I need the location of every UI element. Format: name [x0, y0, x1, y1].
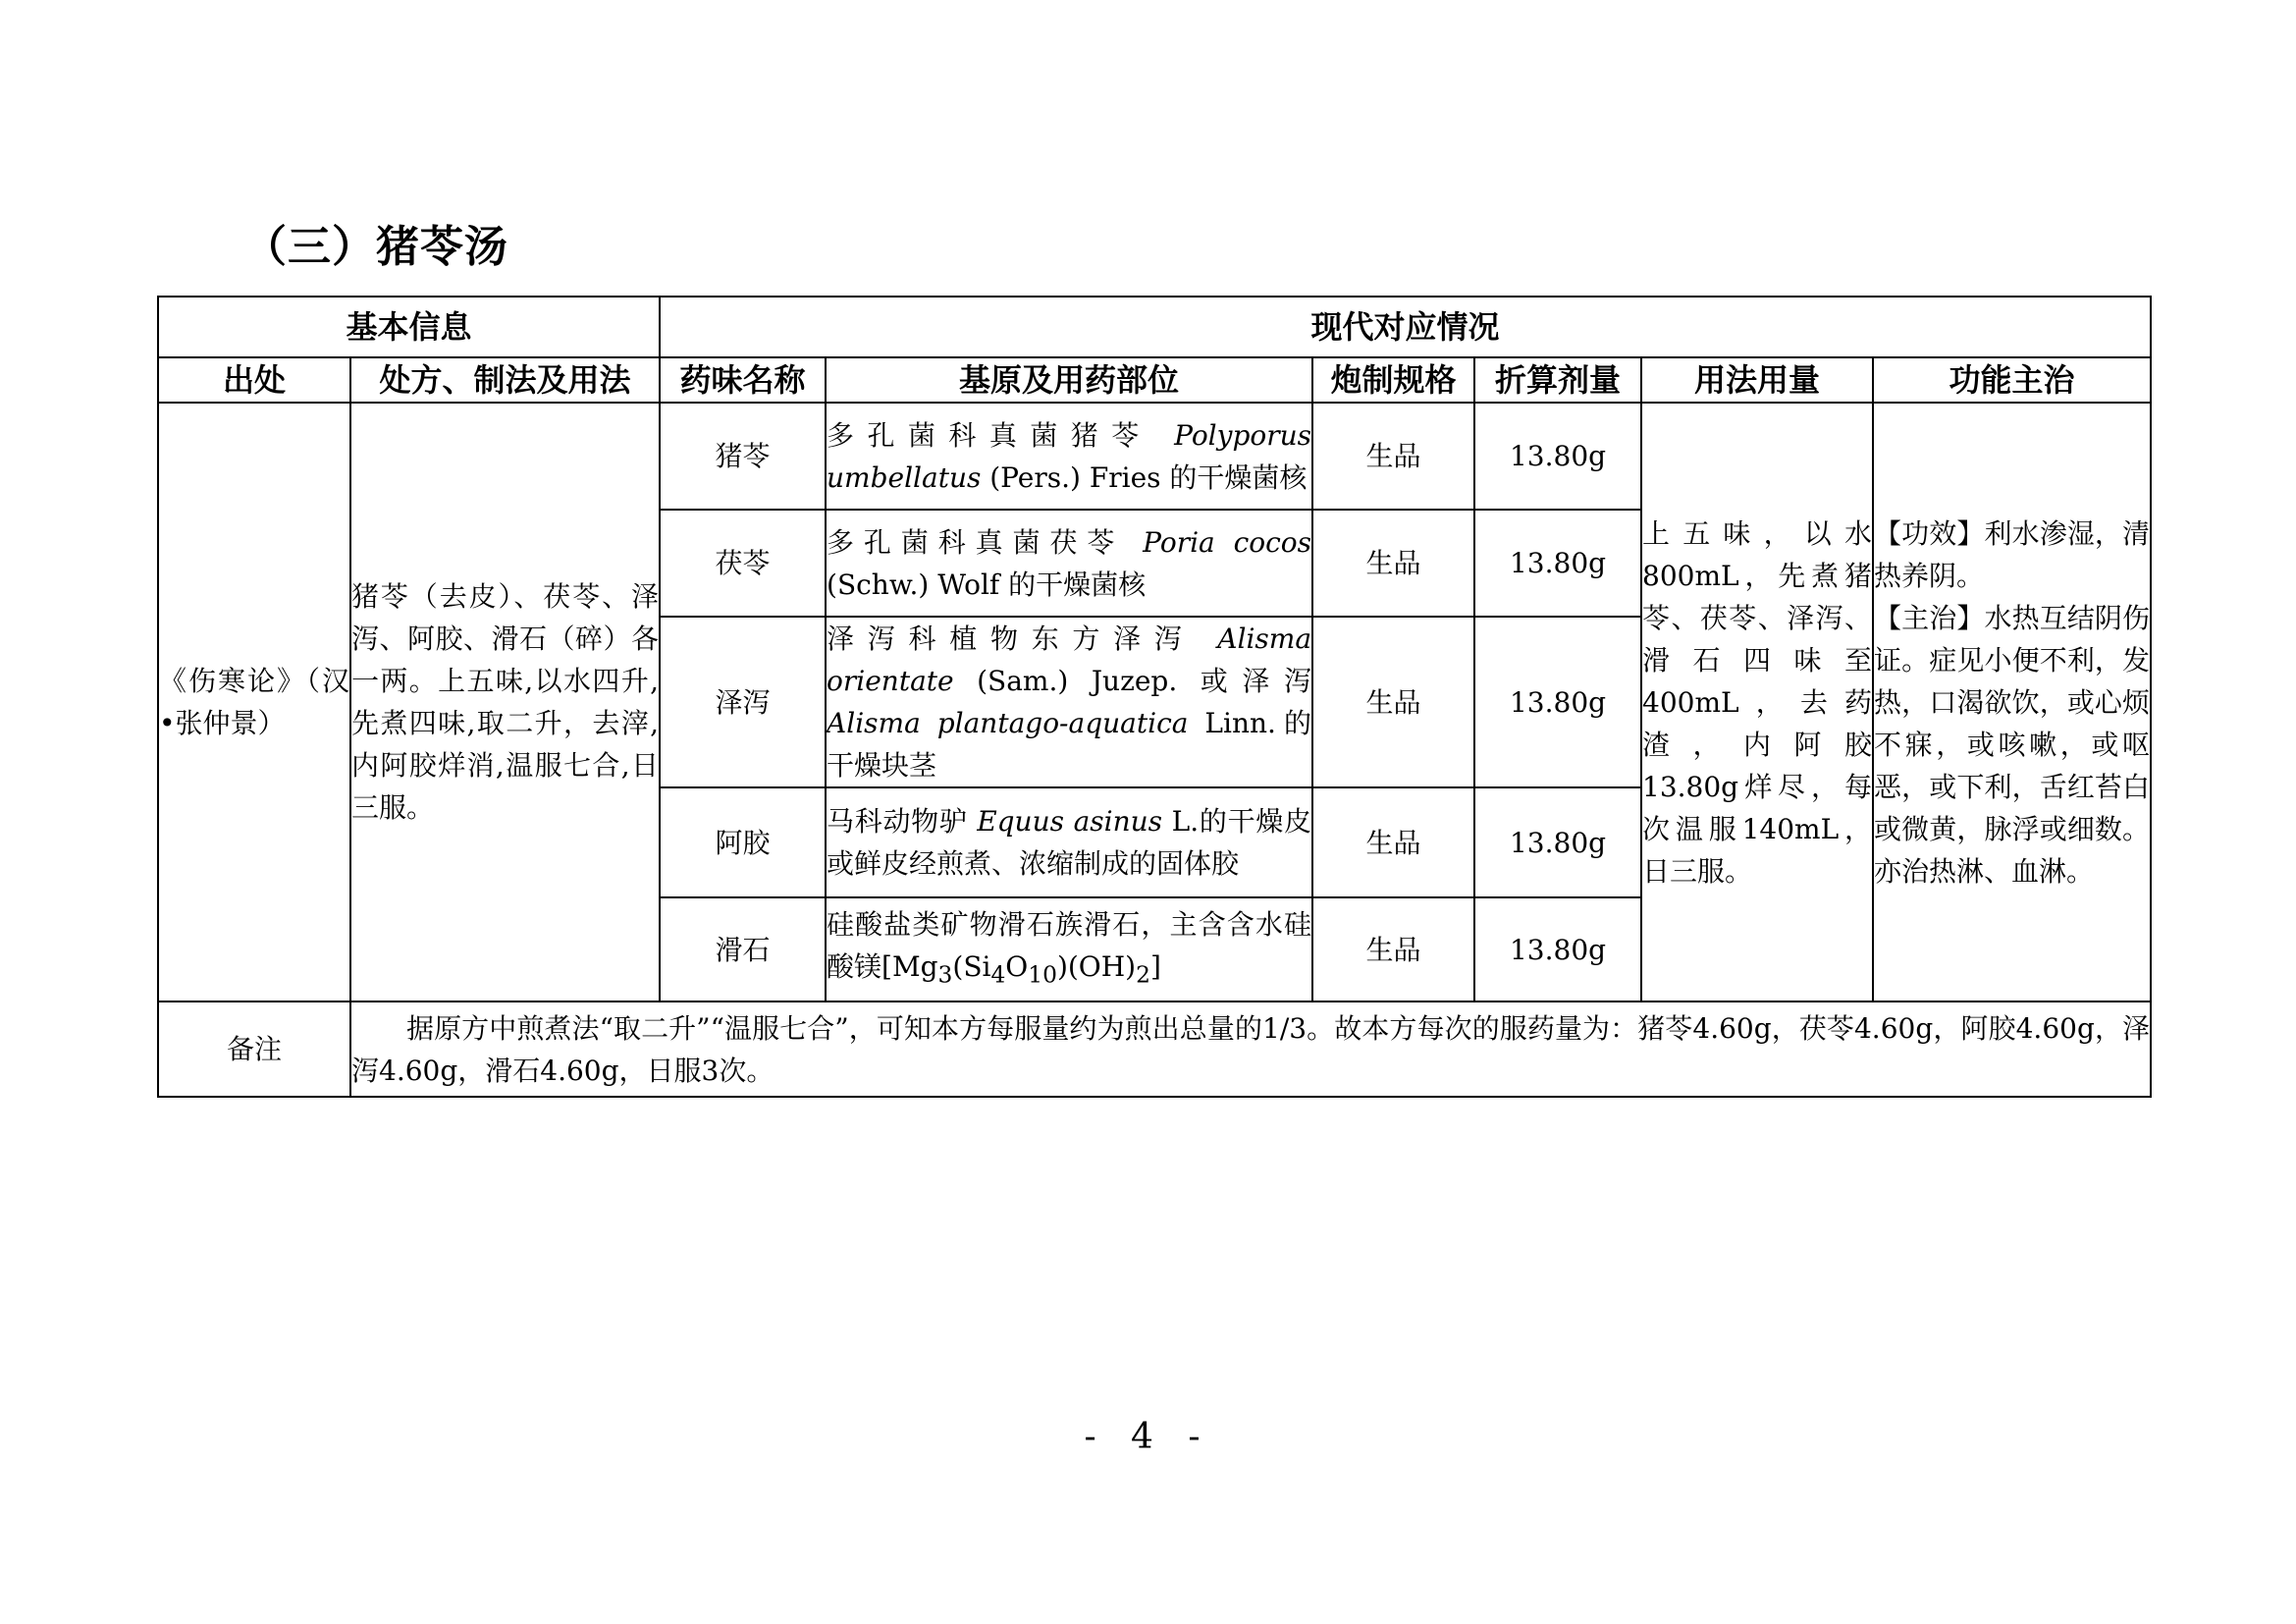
efficacy-text: 【功效】利水渗湿，清热养阴。 [1874, 516, 2151, 592]
origin-text: ] [1149, 949, 1161, 983]
origin-text: 马科动物驴 [827, 805, 978, 838]
herb-name: 泽泻 [660, 617, 826, 787]
column-header-dose: 折算剂量 [1474, 357, 1641, 403]
origin-text: (Si [952, 949, 991, 983]
formula-table [157, 296, 2152, 1098]
indication-text: 【主治】水热互结阴伤证。症见小便不利，发热，口渴欲饮，或心烦不寐，或咳嗽，或呕恶，或下利，舌红苔白或微黄，脉浮或细数。亦治热淋、血淋。 [1874, 601, 2151, 888]
herb-dose: 13.80g [1474, 403, 1641, 510]
latin-name: Polyporus umbellatus [827, 418, 1312, 494]
group-header-row [158, 297, 2151, 357]
herb-origin [826, 787, 1312, 897]
origin-text: (Schw.) Wolf 的干燥菌核 [827, 568, 1147, 601]
column-header-herb-name: 药味名称 [660, 357, 826, 403]
remark-text: 据原方中煎煮法“取二升”“温服七合”，可知本方每服量约为煎出总量的1/3。故本方每次的服药量为：猪苓4.60g，茯苓4.60g，阿胶4.60g，泽泻4.60g，滑石4.60g，日服3次。 [350, 1001, 2151, 1097]
herb-origin [826, 897, 1312, 1001]
herb-dose: 13.80g [1474, 510, 1641, 617]
herb-name: 茯苓 [660, 510, 826, 617]
herb-processing: 生品 [1312, 403, 1474, 510]
herb-name: 猪苓 [660, 403, 826, 510]
herb-name: 阿胶 [660, 787, 826, 897]
origin-text: L.的干燥皮或鲜皮经煎煮、浓缩制成的固体胶 [827, 805, 1312, 880]
modern-info-header: 现代对应情况 [660, 297, 2151, 357]
function-cell [1873, 403, 2151, 1001]
herb-dose: 13.80g [1474, 897, 1641, 1001]
herb-dose: 13.80g [1474, 617, 1641, 787]
latin-name: Alisma plantago-aquatica [827, 707, 1189, 739]
latin-name: Equus asinus [977, 805, 1163, 838]
basic-info-header: 基本信息 [158, 297, 660, 357]
formula-subscript: 4 [990, 960, 1006, 989]
herb-processing: 生品 [1312, 787, 1474, 897]
herb-origin [826, 403, 1312, 510]
source-cell: 《伤寒论》（汉•张仲景） [158, 403, 350, 1001]
origin-text: 硅酸盐类矿物滑石族滑石，主含含水硅酸镁[Mg [827, 907, 1312, 983]
formula-subscript: 3 [937, 960, 953, 989]
origin-text: 泽泻科植物东方泽泻 [827, 623, 1218, 655]
section-title: （三）猪苓汤 [243, 222, 508, 272]
remark-row [158, 1001, 2151, 1097]
column-header-origin: 基原及用药部位 [826, 357, 1312, 403]
formula-subscript: 2 [1136, 960, 1150, 989]
formula-subscript: 10 [1028, 960, 1057, 989]
herb-dose: 13.80g [1474, 787, 1641, 897]
origin-text: (Pers.) Fries 的干燥菌核 [981, 460, 1308, 494]
column-header-source: 出处 [158, 357, 350, 403]
column-header-usage: 用法用量 [1641, 357, 1873, 403]
origin-text: Linn.的干燥块茎 [827, 707, 1312, 782]
column-header-processing: 炮制规格 [1312, 357, 1474, 403]
herb-processing: 生品 [1312, 510, 1474, 617]
herb-origin [826, 510, 1312, 617]
origin-text: 多孔菌科真菌猪苓 [827, 418, 1175, 452]
herb-processing: 生品 [1312, 897, 1474, 1001]
herb-origin [826, 617, 1312, 787]
origin-text: )(OH) [1056, 949, 1137, 983]
column-header-function: 功能主治 [1873, 357, 2151, 403]
column-header-row [158, 357, 2151, 403]
remark-label: 备注 [158, 1001, 350, 1097]
herb-name: 滑石 [660, 897, 826, 1001]
origin-text: O [1005, 949, 1029, 983]
origin-text: (Sam.) Juzep. 或泽泻 [953, 665, 1312, 697]
origin-text: 多孔菌科真菌茯苓 [827, 525, 1144, 559]
table-row [158, 403, 2151, 510]
usage-cell: 上五味，以水800mL，先煮猪苓、茯苓、泽泻、滑石四味至400mL，去药渣，内阿胶13.80g烊尽，每次温服140mL，日三服。 [1641, 403, 1873, 1001]
latin-name: Alisma orientate [827, 623, 1312, 697]
method-cell: 猪苓（去皮）、茯苓、泽泻、阿胶、滑石（碎）各一两。上五味,以水四升,先煮四味,取二升，去滓,内阿胶烊消,温服七合,日三服。 [350, 403, 660, 1001]
column-header-method: 处方、制法及用法 [350, 357, 660, 403]
latin-name: Poria cocos [1143, 525, 1312, 559]
page-number: - 4 - [1084, 1417, 1212, 1457]
herb-processing: 生品 [1312, 617, 1474, 787]
